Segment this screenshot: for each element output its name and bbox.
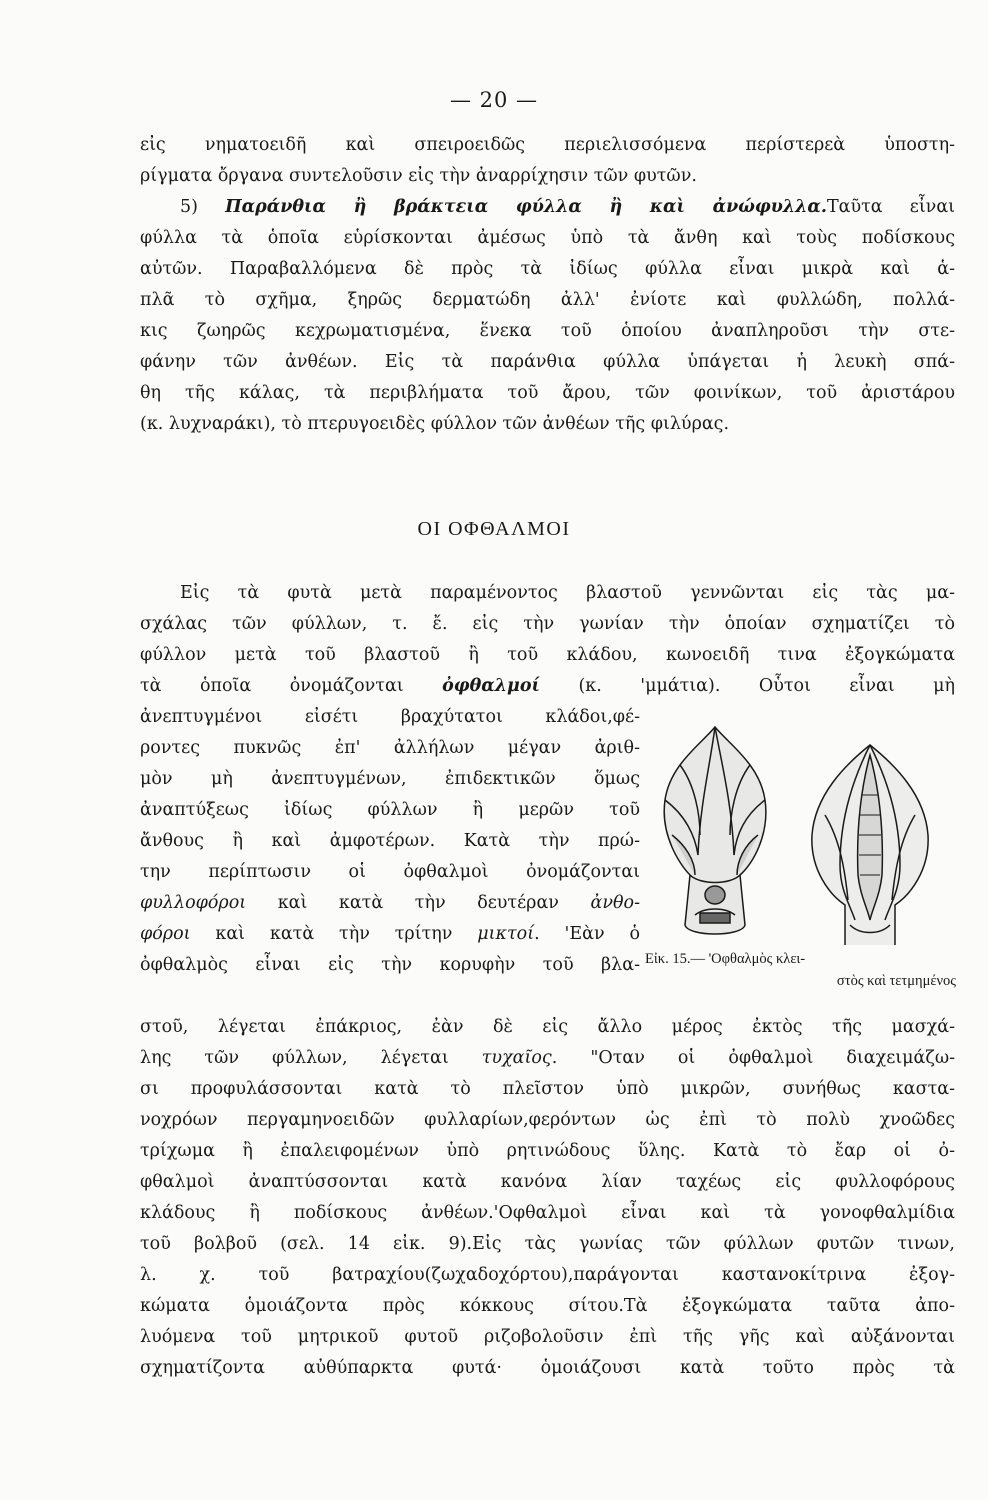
text-span: λης τῶν φύλλων, λέγεται — [140, 1048, 482, 1068]
text-line: λ. χ. τοῦ βατραχίου(ζωχαδοχόρτου),παράγονται καστανοκίτρινα ἐξογ- — [140, 1265, 955, 1285]
text-line: σι προφυλάσσονται κατὰ τὸ πλεῖστον ὑπὸ μικρῶν, συνήθως καστα- — [140, 1079, 955, 1099]
text-line: ἄνθους ἢ καὶ ἀμφοτέρων. Κατὰ τὴν πρώ- — [140, 831, 640, 851]
text-line: φάνην τῶν ἀνθέων. Εἰς τὰ παράνθια φύλλα ὑπάγεται ἡ λευκὴ σπά- — [140, 352, 955, 372]
text-line: ἀναπτύξεως ἰδίως φύλλων ἢ μερῶν τοῦ — [140, 800, 640, 820]
text-line: ὀφθαλμὸς εἶναι εἰς τὴν κορυφὴν τοῦ βλα- — [140, 955, 640, 975]
section-term: Παράνθια ἢ βράκτεια φύλλα ἢ καὶ ἀνώφυλλα. — [225, 197, 827, 217]
term-anthophoroi-end: φόροι — [140, 924, 191, 944]
figure-bud-illustration — [640, 725, 960, 975]
text-line: ρίγματα ὄργανα συντελοῦσιν εἰς τὴν ἀναρρίχησιν τῶν φυτῶν. — [140, 166, 697, 186]
text-line: σχάλας τῶν φύλλων, τ. ἔ. εἰς τὴν γωνίαν τὴν ὁποίαν σχηματίζει τὸ — [140, 614, 955, 634]
text-line: αὐτῶν. Παραβαλλόμενα δὲ πρὸς τὰ ἰδίως φύλλα εἶναι μικρὰ καὶ ἁ- — [140, 259, 955, 279]
term-phyllophoroi: φυλλοφόροι — [140, 893, 247, 913]
text-line: στοῦ, λέγεται ἐπάκριος, ἐὰν δὲ εἰς ἄλλο μέρος ἐκτὸς τῆς μασχά- — [140, 1017, 955, 1037]
text-line: εἰς νηματοειδῆ καὶ σπειροειδῶς περιελισσόμενα περίστερεὰ ὑποστη- — [140, 135, 955, 155]
term-miktoi: μικτοί — [477, 924, 535, 944]
section-number: 5) — [180, 197, 198, 217]
text-line: κλάδους ἢ ποδίσκους ἀνθέων.'Οφθαλμοὶ εἶναι καὶ τὰ γονοφθαλμίδια — [140, 1203, 955, 1223]
text-block-ophthalmoi — [140, 578, 955, 702]
text-line-with-term — [140, 919, 640, 950]
text-line: ροντες πυκνῶς ἐπ' ἀλλήλων μέγαν ἀριθ- — [140, 738, 640, 758]
text-span: . "Οταν οἱ ὀφθαλμοὶ διαχειμάζω- — [551, 1048, 955, 1068]
section-heading: ΟΙ ΟΦΘΑΛΜΟΙ — [417, 518, 571, 540]
term-anthophoroi: ἀνθο- — [590, 893, 640, 913]
text-line: φθαλμοὶ ἀναπτύσσονται κατὰ κανόνα λίαν ταχέως εἰς φυλλοφόρους — [140, 1172, 955, 1192]
text-span: (κ. 'μμάτια). Οὗτοι εἶναι μὴ — [539, 676, 955, 696]
text-block-narrow — [140, 702, 640, 981]
text-span: καὶ κατὰ τὴν δευτέραν — [246, 893, 591, 913]
page-number: — 20 — — [449, 88, 539, 112]
figure-caption — [645, 948, 960, 992]
text-line: την περίπτωσιν οἱ ὀφθαλμοὶ ὀνομάζονται — [140, 862, 640, 882]
text-line: Εἰς τὰ φυτὰ μετὰ παραμένοντος βλαστοῦ γεννῶνται εἰς τὰς μα- — [180, 583, 955, 603]
text-line-with-term — [140, 671, 955, 702]
section-5-line — [140, 192, 955, 223]
cut-bud-drawing — [812, 745, 928, 945]
text-line: νοχρόων περγαμηνοειδῶν φυλλαρίων,φερόντων ὡς ἐπὶ τὸ πολὺ χνοῶδες — [140, 1110, 955, 1130]
text-span: τὰ ὁποῖα ὀνομάζονται — [140, 676, 443, 696]
text-line: φύλλον μετὰ τοῦ βλαστοῦ ἢ τοῦ κλάδου, κωνοειδῆ τινα ἐξογκώματα — [140, 645, 955, 665]
text-line-with-term — [140, 888, 640, 919]
text-line: ἀνεπτυγμένοι εἰσέτι βραχύτατοι κλάδοι,φέ- — [140, 707, 640, 727]
bud-drawings — [640, 725, 960, 945]
term-tychaios: τυχαῖος — [481, 1048, 552, 1068]
text-line: κώματα ὁμοιάζοντα πρὸς κόκκους σίτου.Τὰ ἐξογκώματα ταῦτα ἀπο- — [140, 1296, 955, 1316]
text-line: πλᾶ τὸ σχῆμα, ξηρῶς δερματώδη ἀλλ' ἐνίοτε καὶ φυλλώδη, πολλά- — [140, 290, 955, 310]
text-line: σχηματίζοντα αὐθύπαρκτα φυτά· ὁμοιάζουσι κατὰ τοῦτο πρὸς τὰ — [140, 1358, 955, 1378]
text-line: θη τῆς κάλας, τὰ περιβλήματα τοῦ ἄρου, τῶν φοινίκων, τοῦ ἀριστάρου — [140, 383, 955, 403]
text-line: τρίχωμα ἢ ἐπαλειφομένων ὑπὸ ρητινώδους ὕλης. Κατὰ τὸ ἔαρ οἱ ὀ- — [140, 1141, 955, 1161]
text-line: φύλλα τὰ ὁποῖα εὑρίσκονται ἀμέσως ὑπὸ τὰ ἄνθη καὶ τοὺς ποδίσκους — [140, 228, 955, 248]
caption-line: στὸς καὶ τετμημένος — [836, 973, 956, 989]
text-span: . 'Εὰν ὁ — [534, 924, 641, 944]
text-block-top — [140, 130, 955, 440]
text-line: (κ. λυχναράκι), τὸ πτερυγοειδὲς φύλλον τῶν ἀνθέων τῆς φιλύρας. — [140, 414, 730, 434]
caption-line: Εἰκ. 15.— 'Οφθαλμὸς κλει- — [645, 951, 806, 967]
text-line: μὸν μὴ ἀνεπτυγμένων, ἐπιδεκτικῶν ὅμως — [140, 769, 640, 789]
text-line: κις ζωηρῶς κεχρωματισμένα, ἕνεκα τοῦ ὁποίου ἀναπληροῦσι τὴν στε- — [140, 321, 955, 341]
text-span: καὶ κατὰ τὴν τρίτην — [190, 924, 478, 944]
text-line-with-term — [140, 1043, 955, 1074]
term-ophthalmoi: ὀφθαλμοί — [442, 676, 540, 696]
text-block-bottom — [140, 1012, 955, 1384]
text-line: τοῦ βολβοῦ (σελ. 14 εἰκ. 9).Εἰς τὰς γωνίας τῶν φύλλων φυτῶν τινων, — [140, 1234, 955, 1254]
text-span: Ταῦτα εἶναι — [826, 197, 955, 217]
text-line: λυόμενα τοῦ μητρικοῦ φυτοῦ ριζοβολοῦσιν ἐπὶ τῆς γῆς καὶ αὐξάνονται — [140, 1327, 955, 1347]
closed-bud-drawing — [664, 727, 766, 934]
